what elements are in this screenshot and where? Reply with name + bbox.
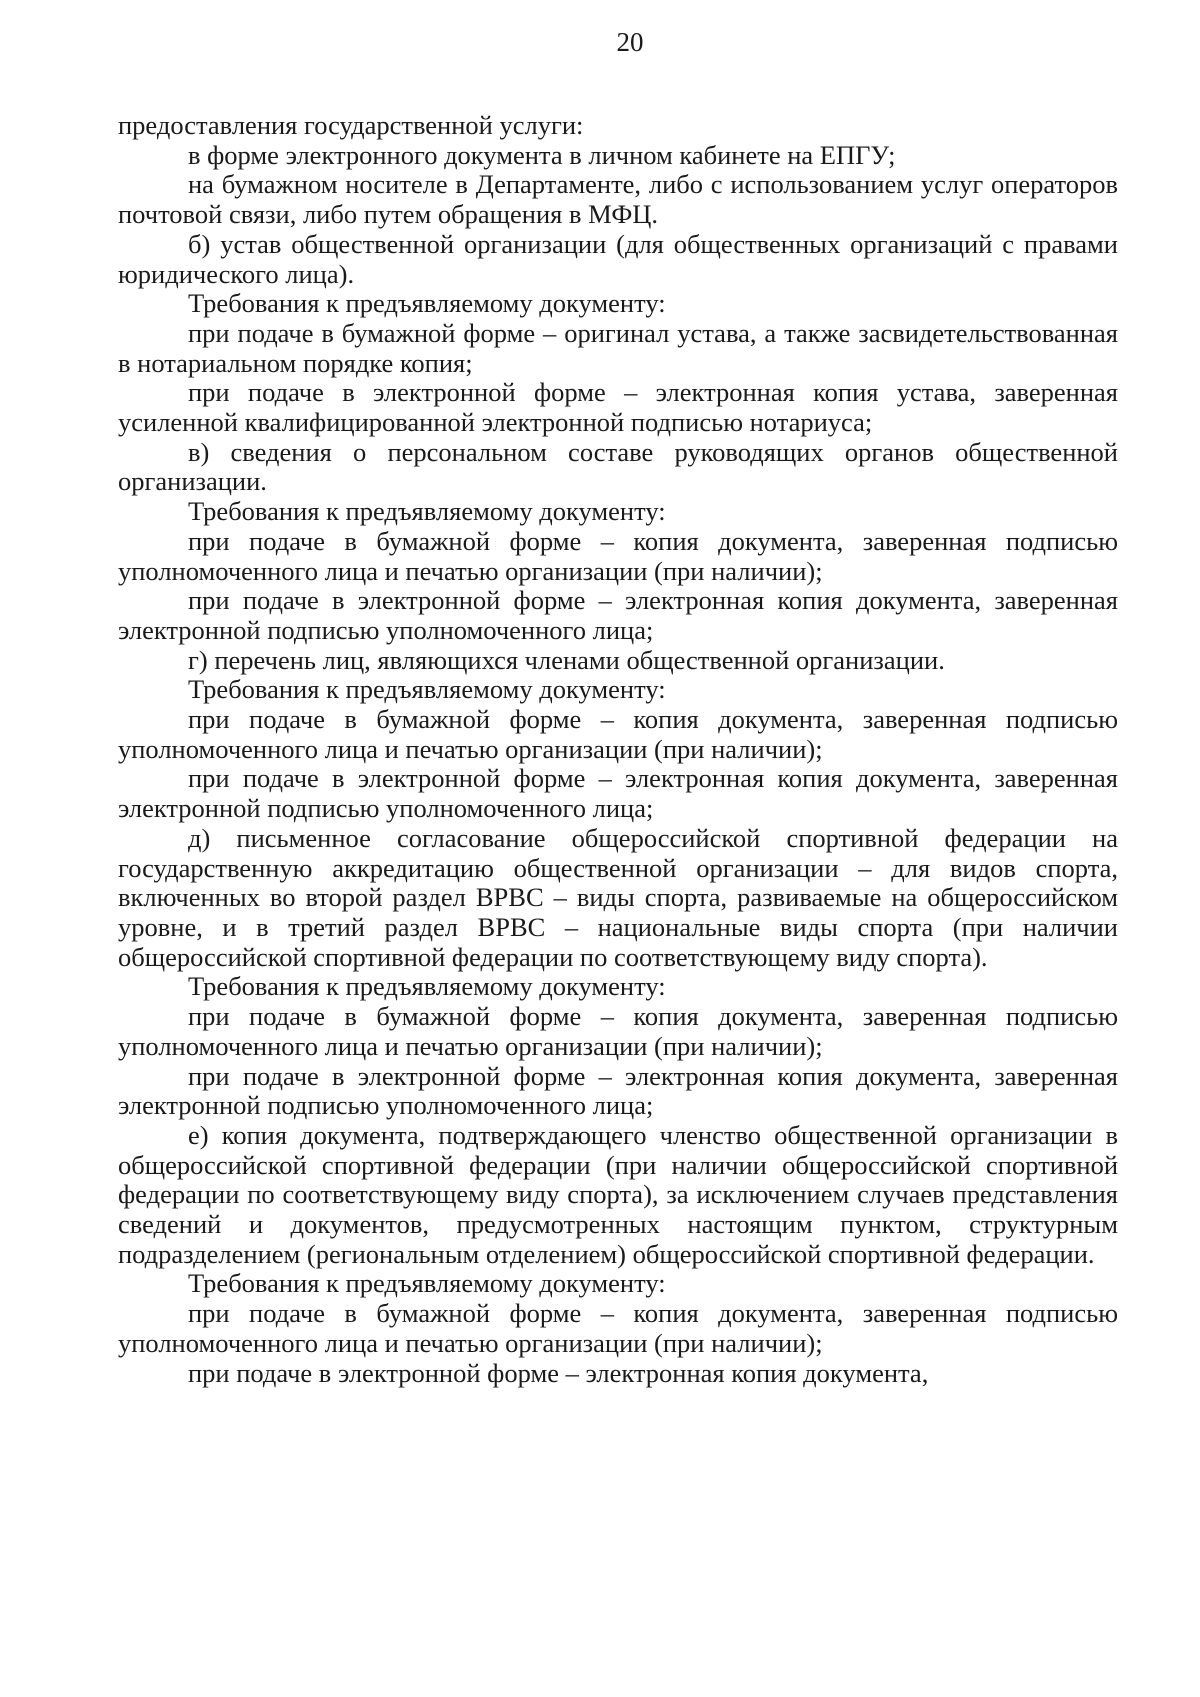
paragraph: Требования к предъявляемому документу: <box>188 288 666 319</box>
paragraph: Требования к предъявляемому документу: <box>188 674 666 705</box>
paragraph: при подаче в электронной форме – электронная копия документа, заверенная электронной подписью уполномоченного лица; <box>118 1060 1118 1121</box>
page-number: 20 <box>616 27 644 57</box>
paragraph: при подаче в бумажной форме – копия документа, заверенная подписью уполномоченного лица и печатью организации (при наличии); <box>118 1298 1118 1358</box>
paragraph: при подаче в бумажной форме – копия документа, заверенная подписью уполномоченного лица и печатью организации (при наличии); <box>118 525 1118 586</box>
paragraph: е) копия документа, подтверждающего членство общественной организации в общероссийской спортивной федерации (при наличии общероссийской спортивной федерации по соответствующему виду спорта), за исключением случаев представления сведений и документов, предусмотренных настоящим пунктом, структурным подразделением (региональным отделением) общероссийской спортивной федерации. <box>118 1119 1118 1269</box>
paragraph: при подаче в бумажной форме – копия документа, заверенная подписью уполномоченного лица и печатью организации (при наличии); <box>118 1001 1118 1061</box>
paragraph: Требования к предъявляемому документу: <box>188 971 666 1002</box>
paragraph: в) сведения о персональном составе руководящих органов общественной организации. <box>118 436 1118 497</box>
paragraph: д) письменное согласование общероссийской спортивной федерации на государственную аккредитацию общественной организации – для видов спорта, включенных во второй раздел ВРВС – виды спорта, развиваемые на общероссийском уровне, и в третий раздел ВРВС – национальные виды спорта (при наличии общероссийской спортивной федерации по соответствующему виду спорта). <box>118 822 1118 972</box>
paragraph: г) перечень лиц, являющихся членами общественной организации. <box>188 644 945 675</box>
paragraph: Требования к предъявляемому документу: <box>188 1268 666 1299</box>
paragraph: при подаче в электронной форме – электронная копия документа, <box>188 1357 929 1388</box>
paragraph: при подаче в бумажной форме – копия документа, заверенная подписью уполномоченного лица и печатью организации (при наличии); <box>118 704 1118 764</box>
paragraph: при подаче в электронной форме – электронная копия документа, заверенная электронной подписью уполномоченного лица; <box>118 763 1118 824</box>
paragraph-continuation: предоставления государственной услуги: <box>118 110 584 140</box>
paragraph: при подаче в электронной форме – электронная копия устава, заверенная усиленной квалифицированной электронной подписью нотариуса; <box>118 377 1118 438</box>
paragraph: при подаче в бумажной форме – оригинал устава, а также засвидетельствованная в нотариальном порядке копия; <box>118 317 1118 378</box>
paragraph: Требования к предъявляемому документу: <box>188 496 666 527</box>
paragraph: в форме электронного документа в личном кабинете на ЕПГУ; <box>188 139 896 170</box>
paragraph: б) устав общественной организации (для общественных организаций с правами юридического лица). <box>118 228 1118 289</box>
paragraph: на бумажном носителе в Департаменте, либо с использованием услуг операторов почтовой связи, либо путем обращения в МФЦ. <box>118 169 1118 230</box>
paragraph: при подаче в электронной форме – электронная копия документа, заверенная электронной подписью уполномоченного лица; <box>118 585 1118 645</box>
document-body <box>118 111 1118 1388</box>
